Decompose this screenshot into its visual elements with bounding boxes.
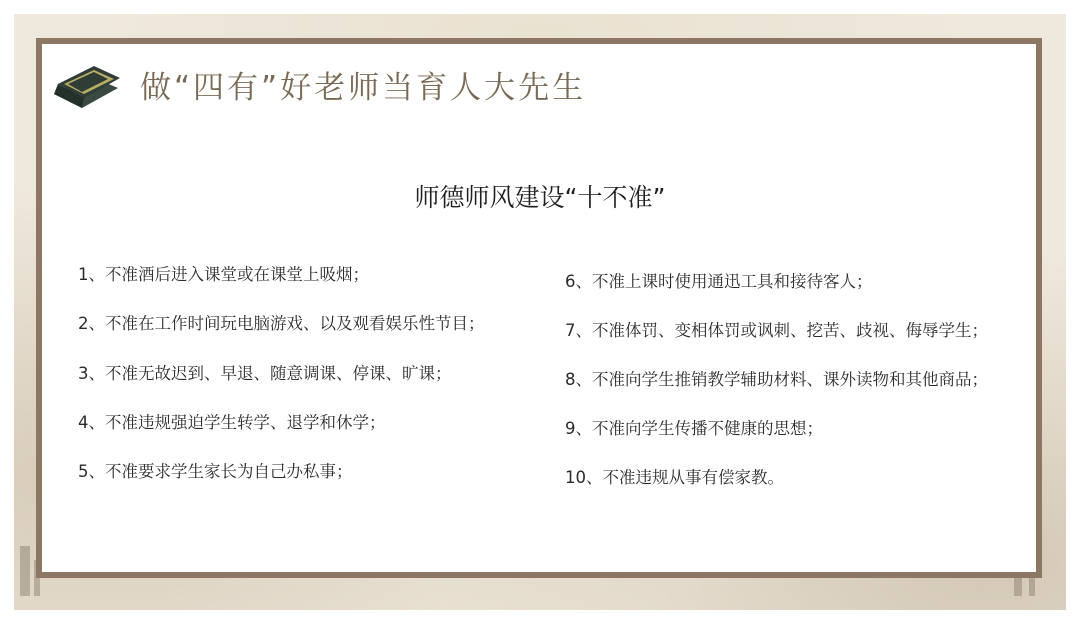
- rule-item: 8、不准向学生推销教学辅助材料、课外读物和其他商品；: [565, 370, 988, 389]
- rule-item: 1、不准酒后进入课堂或在课堂上吸烟；: [78, 265, 369, 284]
- rule-item: 7、不准体罚、变相体罚或讽刺、挖苦、歧视、侮辱学生；: [565, 321, 988, 340]
- rule-item: 9、不准向学生传播不健康的思想；: [565, 419, 823, 438]
- rule-item: 3、不准无故迟到、早退、随意调课、停课、旷课；: [78, 364, 452, 383]
- rule-item: 6、不准上课时使用通迅工具和接待客人；: [565, 272, 873, 291]
- content-frame: [36, 38, 1042, 578]
- tree-silhouette: [20, 546, 30, 596]
- rule-item: 10、不准违规从事有偿家教。: [565, 468, 784, 487]
- rule-item: 5、不准要求学生家长为自己办私事；: [78, 462, 353, 481]
- rule-item: 2、不准在工作时间玩电脑游戏、以及观看娱乐性节目；: [78, 314, 485, 333]
- section-heading: 师德师风建设“十不准”: [414, 183, 666, 212]
- page-title: 做“四有”好老师当育人大先生: [140, 70, 587, 106]
- rule-item: 4、不准违规强迫学生转学、退学和休学；: [78, 413, 386, 432]
- book-stack-icon: [50, 54, 122, 112]
